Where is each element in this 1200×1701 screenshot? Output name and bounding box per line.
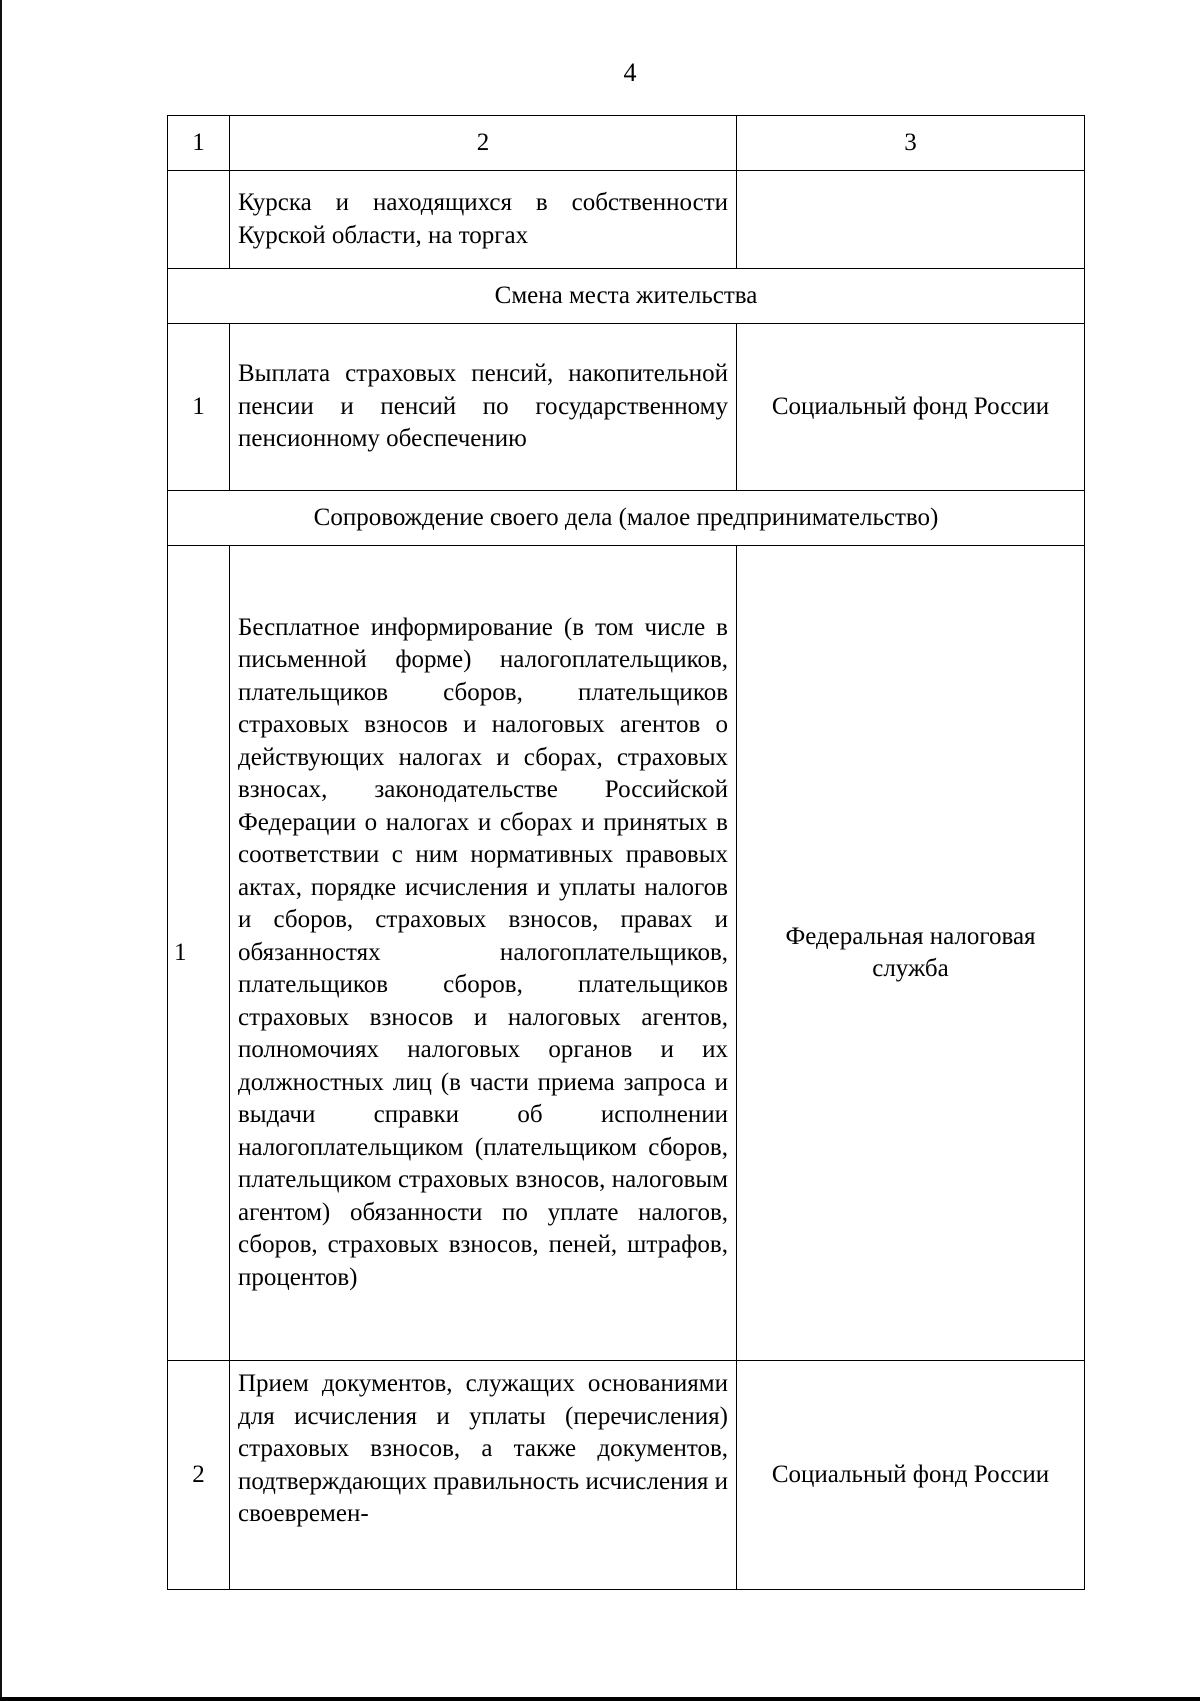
section-title-row <box>168 269 1085 324</box>
section-title-row <box>168 491 1085 546</box>
table-header-row <box>168 116 1085 171</box>
service-description: Выплата страховых пенсий, накопительной пенсии и пенсий по государственному пенсионному обеспечению <box>230 324 737 491</box>
organization-name: Социальный фонд России <box>737 324 1085 491</box>
service-cell-continuation: Курска и находящихся в собственности Курской области, на торгах <box>230 171 737 269</box>
row-number: 1 <box>168 546 230 1361</box>
table-row <box>168 171 1085 269</box>
organization-cell <box>737 171 1085 269</box>
column-header-organization: 3 <box>737 116 1085 171</box>
page-number: 4 <box>623 58 637 87</box>
organization-name: Федеральная налоговая служба <box>737 546 1085 1361</box>
column-header-number: 1 <box>168 116 230 171</box>
scan-bottom-edge <box>0 1697 1200 1701</box>
column-header-service: 2 <box>230 116 737 171</box>
section-title: Смена места жительства <box>168 269 1085 324</box>
table-row <box>168 324 1085 491</box>
organization-name: Социальный фонд России <box>737 1361 1085 1590</box>
table-row <box>168 1361 1085 1590</box>
row-number-cell <box>168 171 230 269</box>
services-table <box>167 115 1085 1590</box>
section-title: Сопровождение своего дела (малое предпринимательство) <box>168 491 1085 546</box>
row-number: 2 <box>168 1361 230 1590</box>
row-number: 1 <box>168 324 230 491</box>
table-row <box>168 546 1085 1361</box>
service-description: Бесплатное информирование (в том числе в письменной форме) налогоплательщиков, плательщиков сборов, плательщиков страховых взносов и налоговых агентов о действующих налогах и сборах, страховых взносах, законодательстве Российской Федерации о налогах и сборах и принятых в соответствии с ним нормативных правовых актах, порядке исчисления и уплаты налогов и сборов, страховых взносов, правах и обязанностях налогоплательщиков, плательщиков сборов, плательщиков страховых взносов и налоговых агентов, полномочиях налоговых органов и их должностных лиц (в части приема запроса и выдачи справки об исполнении налогоплательщиком (плательщиком сборов, плательщиком страховых взносов, налоговым агентом) обязанности по уплате налогов, сборов, страховых взносов, пеней, штрафов, процентов) <box>230 546 737 1361</box>
scan-left-edge <box>0 0 2 1701</box>
service-description: Прием документов, служащих основаниями для исчисления и уплаты (перечисления) страховых взносов, а также документов, подтверждающих правильность исчисления и своевремен- <box>230 1361 737 1590</box>
